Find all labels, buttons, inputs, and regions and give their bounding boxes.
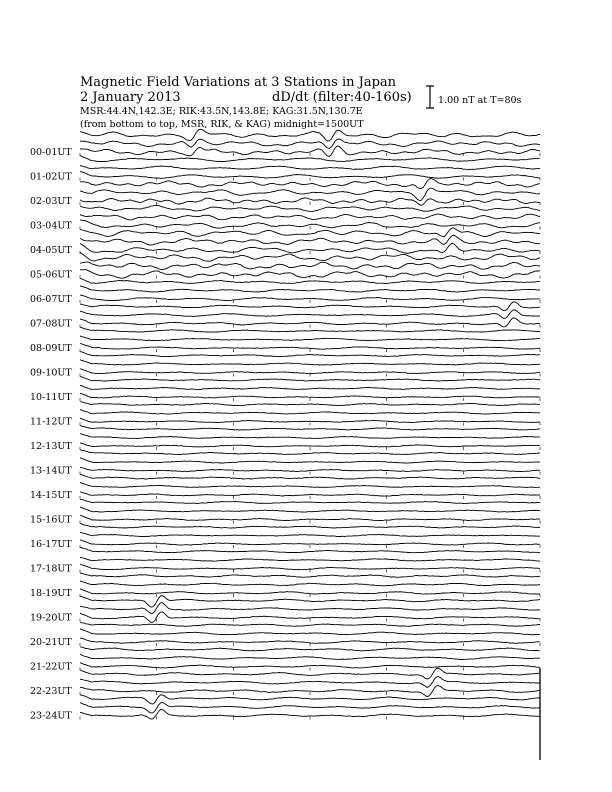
trace-msr [80,343,540,349]
hour-label: 11-12UT [30,416,72,428]
trace-kag [80,156,540,162]
trace-kag [80,523,540,528]
hour-label: 15-16UT [30,514,72,526]
trace-rik [80,654,540,660]
trace-kag [80,695,540,705]
scale-bar [426,86,434,108]
trace-msr [80,540,540,546]
trace-kag [80,499,540,503]
hour-label: 17-18UT [30,563,72,575]
trace-msr [80,663,540,668]
hour-label: 05-06UT [30,269,72,281]
trace-msr [80,295,540,301]
station-order-note: (from bottom to top, MSR, RIK, & KAG) midnight=1500UT [80,119,364,130]
hour-label: 23-24UT [30,710,72,722]
hour-label: 18-19UT [30,588,72,599]
hour-row-04-05ut [30,228,540,256]
trace-msr [80,171,540,178]
hour-label: 06-07UT [30,294,72,305]
hour-label: 02-03UT [30,196,72,207]
hour-row-19-20ut [30,596,540,624]
trace-rik [80,139,540,149]
trace-rik [80,703,540,713]
hour-row-07-08ut [30,302,540,330]
hour-row-06-07ut [30,278,540,305]
trace-msr [80,443,540,447]
trace-msr [80,393,540,398]
trace-kag [80,450,540,455]
trace-msr [80,468,540,472]
hour-label: 01-02UT [30,171,72,183]
trace-msr [80,418,540,422]
trace-rik [80,557,540,561]
hour-label: 22-23UT [30,686,72,697]
trace-kag [80,402,540,406]
hour-row-10-11ut [30,376,540,403]
trace-rik [80,262,540,270]
scale-label: 1.00 nT at T=80s [438,95,522,106]
trace-kag [80,205,540,211]
trace-kag [80,547,540,552]
trace-rik [80,532,540,536]
trace-msr [80,492,540,497]
trace-kag [80,573,540,577]
trace-rik [80,188,540,200]
hour-row-11-12ut [30,402,540,428]
chart-date: 2 January 2013 [80,90,181,105]
trace-kag [80,327,540,332]
trace-rik [80,629,540,635]
trace-rik [80,310,540,319]
trace-kag [80,647,540,651]
hour-label: 07-08UT [30,318,72,330]
hour-label: 16-17UT [30,539,72,550]
trace-msr [80,515,540,520]
hour-row-12-13ut [30,425,540,452]
trace-kag [80,376,540,381]
trace-kag [80,622,540,626]
hour-row-17-18ut [30,547,540,574]
hour-label: 19-20UT [30,612,72,624]
trace-rik [80,458,540,464]
trace-kag [80,129,540,141]
trace-msr [80,638,540,643]
trace-kag [80,425,540,430]
trace-rik [80,286,540,292]
trace-msr [80,369,540,374]
trace-rik [80,166,540,170]
hour-label: 12-13UT [30,441,72,452]
trace-rik [80,507,540,512]
hour-row-18-19ut [30,573,540,599]
hour-row-01-02ut [30,156,540,183]
hour-label: 04-05UT [30,245,72,256]
hour-row-16-17ut [30,523,540,550]
trace-rik [80,214,540,220]
trace-msr [80,589,540,594]
hour-row-05-06ut [30,252,540,280]
trace-rik [80,410,540,415]
hour-row-15-16ut [30,499,540,525]
trace-rik [80,482,540,487]
hour-label: 09-10UT [30,367,72,379]
hour-row-22-23ut [30,668,540,697]
hour-row-03-04ut [30,205,540,231]
hour-label: 08-09UT [30,343,72,354]
hour-label: 03-04UT [30,220,72,232]
hour-row-21-22ut [30,647,540,673]
chart-title: Magnetic Field Variations at 3 Stations in Japan [80,75,397,90]
hour-row-23-24ut [30,695,540,722]
hour-label: 10-11UT [30,392,72,403]
trace-msr [80,564,540,570]
trace-kag [80,278,540,283]
hour-row-00-01ut [30,129,540,158]
trace-kag [80,302,540,311]
hour-row-02-03ut [30,178,540,207]
hour-row-13-14ut [30,450,540,477]
trace-kag [80,596,540,607]
hour-label: 20-21UT [30,637,72,648]
trace-kag [80,352,540,357]
hour-row-09-10ut [30,352,540,379]
hour-label: 00-01UT [30,147,72,158]
hour-rows [30,129,540,721]
station-coordinates: MSR:44.4N,142.3E; RIK:43.5N,143.8E; KAG:31.5N,130.7E [80,106,363,117]
hour-row-08-09ut [30,327,540,354]
hour-label: 13-14UT [30,465,72,477]
trace-rik [80,603,540,614]
trace-rik [80,385,540,389]
trace-kag [80,474,540,479]
hour-row-14-15ut [30,474,540,501]
trace-rik [80,235,540,245]
trace-rik [80,360,540,365]
trace-rik [80,677,540,688]
trace-rik [80,434,540,439]
chart-quantity: dD/dt (filter:40-160s) [272,90,412,105]
trace-rik [80,581,540,586]
trace-rik [80,336,540,341]
hour-label: 21-22UT [30,661,72,673]
hour-row-20-21ut [30,622,540,648]
hour-label: 14-15UT [30,490,72,501]
